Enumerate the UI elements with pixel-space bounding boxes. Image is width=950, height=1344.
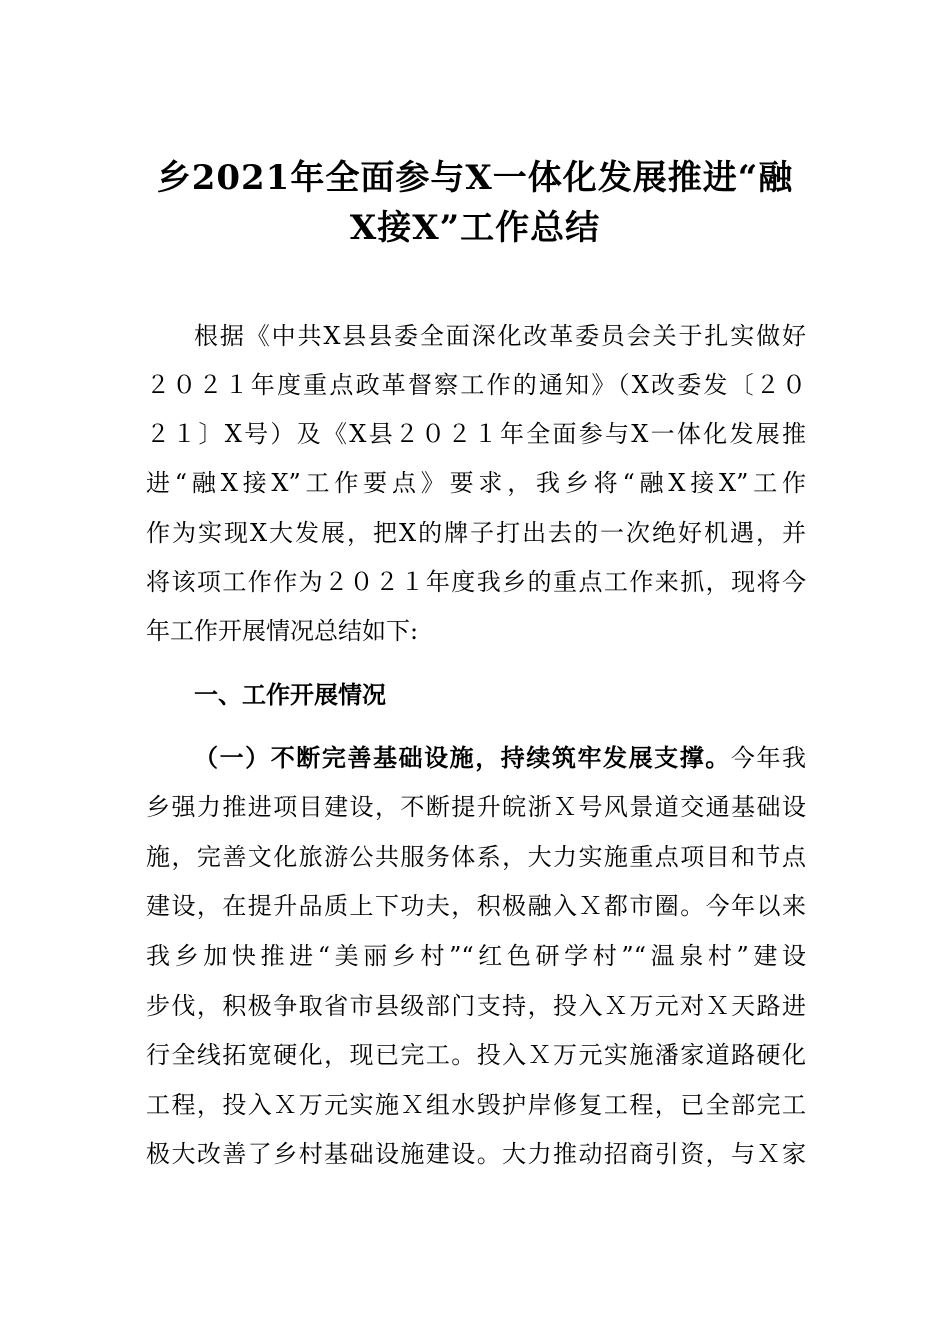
body-line: 行全线拓宽硬化，现已完工。投入Ｘ万元实施潘家道路硬化 (146, 1041, 806, 1069)
body-line: 建设，在提升品质上下功夫，积极融入Ｘ都市圈。今年以来 (146, 892, 806, 920)
body-line: 步伐，积极争取省市县级部门支持，投入Ｘ万元对Ｘ天路进 (146, 992, 806, 1020)
intro-line: ２０２１年度重点政革督察工作的通知》（X改委发〔２０ (146, 371, 806, 399)
intro-line: 进“融X接X”工作要点》要求，我乡将“融X接X”工作 (146, 469, 806, 497)
body-line: 工程，投入Ｘ万元实施Ｘ组水毁护岸修复工程，已全部完工 (146, 1091, 806, 1119)
body-line: 乡强力推进项目建设，不断提升皖浙Ｘ号风景道交通基础设 (146, 793, 806, 821)
intro-line: 作为实现X大发展，把X的牌子打出去的一次绝好机遇，并 (146, 519, 806, 547)
subsection-first-line (194, 743, 806, 773)
intro-line: 年工作开展情况总结如下: (146, 617, 419, 645)
intro-line: ２１〕X号）及《X县２０２１年全面参与X一体化发展推 (146, 420, 806, 448)
section-heading: 一、工作开展情况 (194, 680, 386, 709)
body-line: 施，完善文化旅游公共服务体系，大力实施重点项目和节点 (146, 843, 806, 871)
body-line: 极大改善了乡村基础设施建设。大力推动招商引资，与Ｘ家 (146, 1140, 806, 1168)
document-title-line-1: 乡2021年全面参与X一体化发展推进“融 (156, 158, 794, 198)
subsection-first-line-rest: 今年我 (730, 744, 807, 772)
document-title-line-2: X接X”工作总结 (349, 208, 601, 248)
body-line: 我乡加快推进“美丽乡村”“红色研学村”“温泉村”建设 (146, 942, 806, 970)
intro-line: 根据《中共X县县委全面深化改革委员会关于扎实做好 (194, 322, 806, 350)
intro-line: 将该项工作作为２０２１年度我乡的重点工作来抓，现将今 (146, 568, 806, 596)
subsection-heading: （一）不断完善基础设施，持续筑牢发展支撑。 (194, 743, 731, 772)
